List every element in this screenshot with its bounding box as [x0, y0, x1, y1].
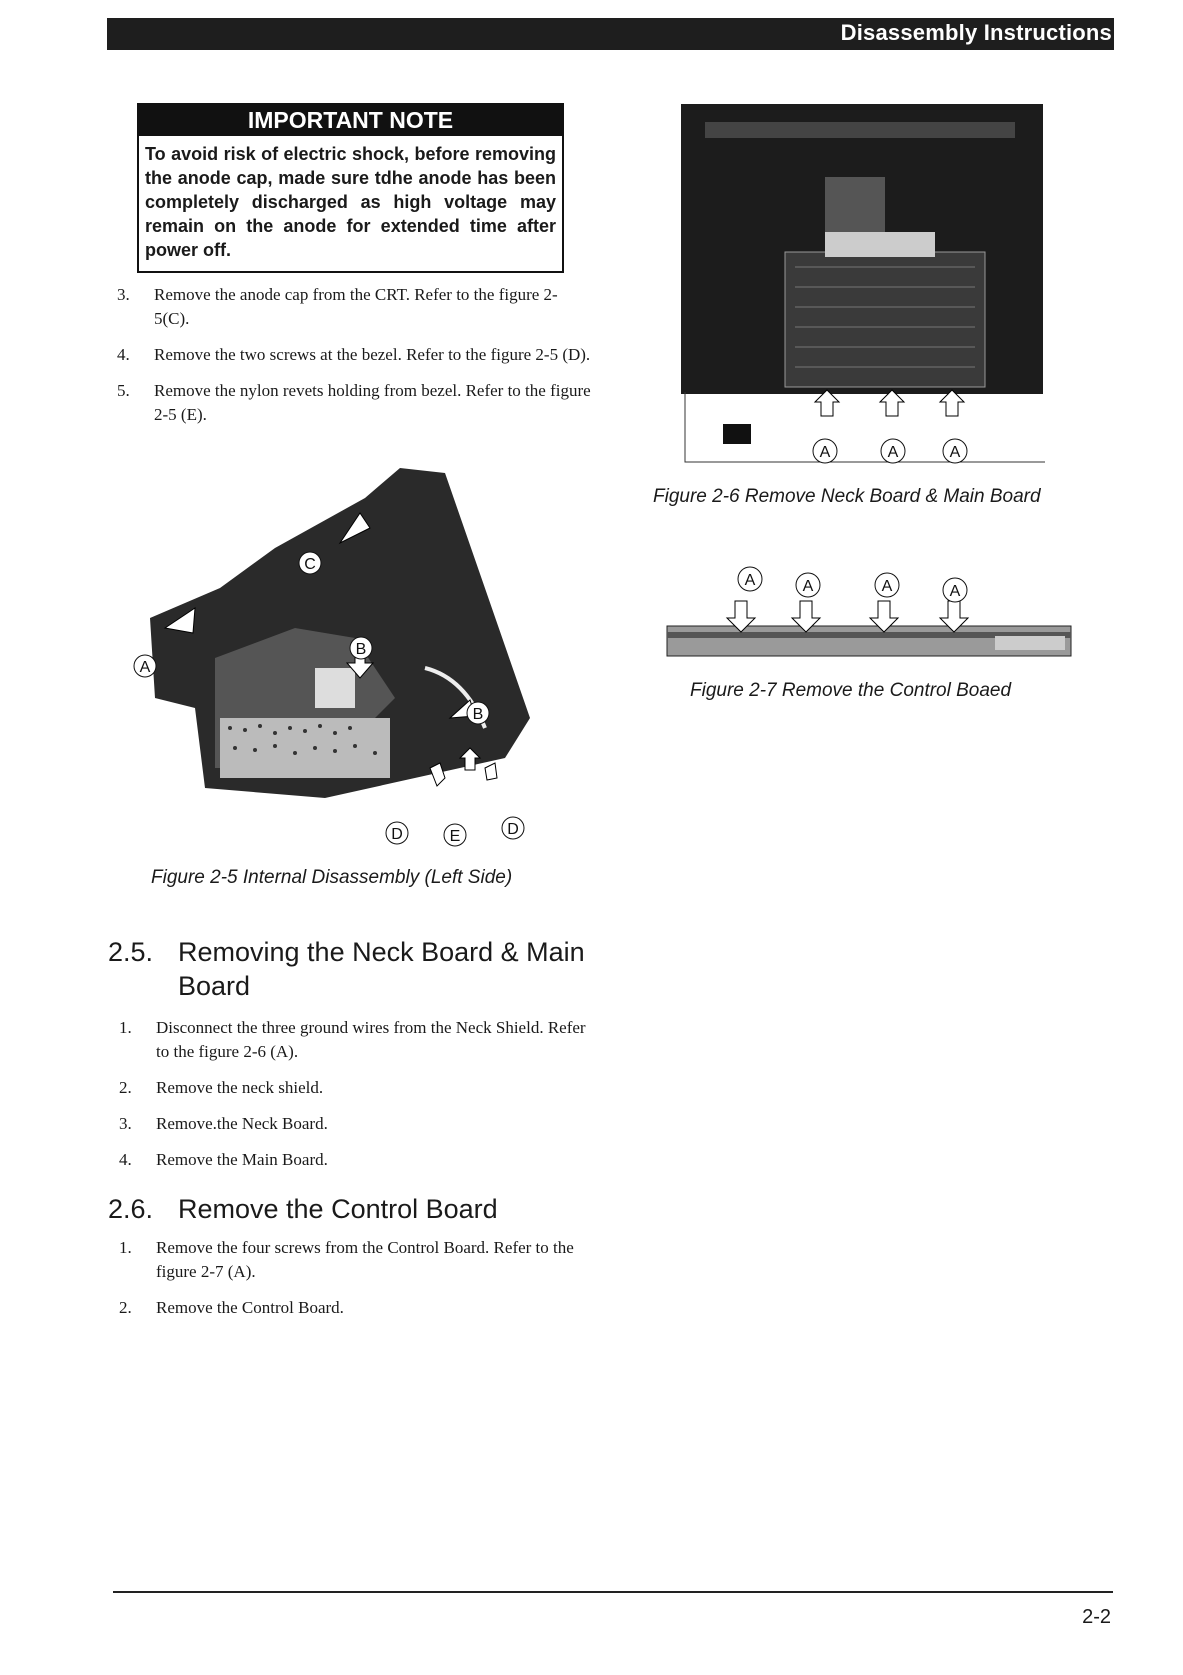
step-number: 3.: [119, 1114, 132, 1133]
label-e: E: [449, 828, 461, 845]
list-item: [117, 283, 593, 331]
step-text: Remove the Control Board.: [156, 1298, 344, 1317]
section-2-5-steps: [119, 1016, 595, 1184]
label-a: A: [819, 444, 831, 461]
step-number: 1.: [119, 1238, 132, 1257]
steps-top-list: [117, 283, 593, 439]
section-number: 2.5.: [108, 937, 154, 967]
section-title: Remove the Control Board: [178, 1194, 498, 1224]
step-text: Remove the four screws from the Control Board. Refer to the figure 2-7 (A).: [156, 1238, 574, 1281]
page-number: 2-2: [1082, 1606, 1111, 1628]
label-a: A: [744, 572, 756, 589]
section-2-5-heading: [108, 935, 608, 1005]
important-note-box: [137, 103, 564, 273]
list-item: [119, 1236, 595, 1284]
list-item: [119, 1112, 595, 1136]
step-number: 5.: [117, 381, 130, 400]
step-text: Remove the neck shield.: [156, 1078, 324, 1097]
important-note-title: IMPORTANT NOTE: [139, 105, 562, 136]
step-text: Remove the nylon revets holding from bezel. Refer to the figure 2-5 (E).: [154, 381, 591, 424]
header-title: Disassembly Instructions: [840, 20, 1112, 45]
step-text: Remove the two screws at the bezel. Refer to the figure 2-5 (D).: [154, 345, 591, 364]
label-a: A: [802, 578, 814, 595]
step-number: 2.: [119, 1298, 132, 1317]
label-b: B: [355, 641, 367, 658]
label-a: A: [949, 583, 961, 600]
step-text: Remove the anode cap from the CRT. Refer to the figure 2-5(C).: [154, 285, 558, 328]
list-item: [117, 343, 593, 367]
section-2-6-steps: [119, 1236, 595, 1332]
important-note-text: To avoid risk of electric shock, before removing the anode cap, made sure tdhe anode has been completely discharged as high voltage may remain on the anode for extended time after power off.: [145, 144, 556, 260]
list-item: [119, 1016, 595, 1064]
figure-2-6-caption: Figure 2-6 Remove Neck Board & Main Board: [653, 486, 1041, 507]
step-number: 1.: [119, 1018, 132, 1037]
figure-2-5-photo: [125, 468, 565, 848]
step-text: Remove.the Neck Board.: [156, 1114, 328, 1133]
label-d: D: [507, 821, 519, 838]
label-a: A: [881, 578, 893, 595]
step-number: 4.: [117, 345, 130, 364]
label-b: B: [472, 706, 484, 723]
section-title: Removing the Neck Board & Main Board: [178, 937, 585, 1001]
footer-rule: [113, 1591, 1113, 1593]
label-d: D: [391, 826, 403, 843]
figure-2-6: [675, 102, 1055, 472]
figure-2-5: [125, 468, 565, 848]
header-bar: [107, 18, 1114, 50]
label-a: A: [949, 444, 961, 461]
step-number: 2.: [119, 1078, 132, 1097]
list-item: [119, 1148, 595, 1172]
list-item: [117, 379, 593, 427]
label-a: A: [887, 444, 899, 461]
figure-2-7-photo: [665, 566, 1075, 668]
list-item: [119, 1296, 595, 1320]
figure-2-7: [665, 566, 1075, 668]
section-number: 2.6.: [108, 1194, 154, 1224]
step-number: 4.: [119, 1150, 132, 1169]
step-text: Disconnect the three ground wires from the Neck Shield. Refer to the figure 2-6 (A).: [156, 1018, 586, 1061]
figure-2-7-caption: Figure 2-7 Remove the Control Boaed: [690, 680, 1012, 701]
section-2-6-heading: [108, 1192, 608, 1228]
list-item: [119, 1076, 595, 1100]
step-text: Remove the Main Board.: [156, 1150, 328, 1169]
figure-2-6-photo: [675, 102, 1055, 472]
label-c: C: [304, 556, 316, 573]
label-a: A: [139, 659, 151, 676]
figure-2-5-caption: Figure 2-5 Internal Disassembly (Left Side): [151, 867, 513, 888]
step-number: 3.: [117, 285, 130, 304]
